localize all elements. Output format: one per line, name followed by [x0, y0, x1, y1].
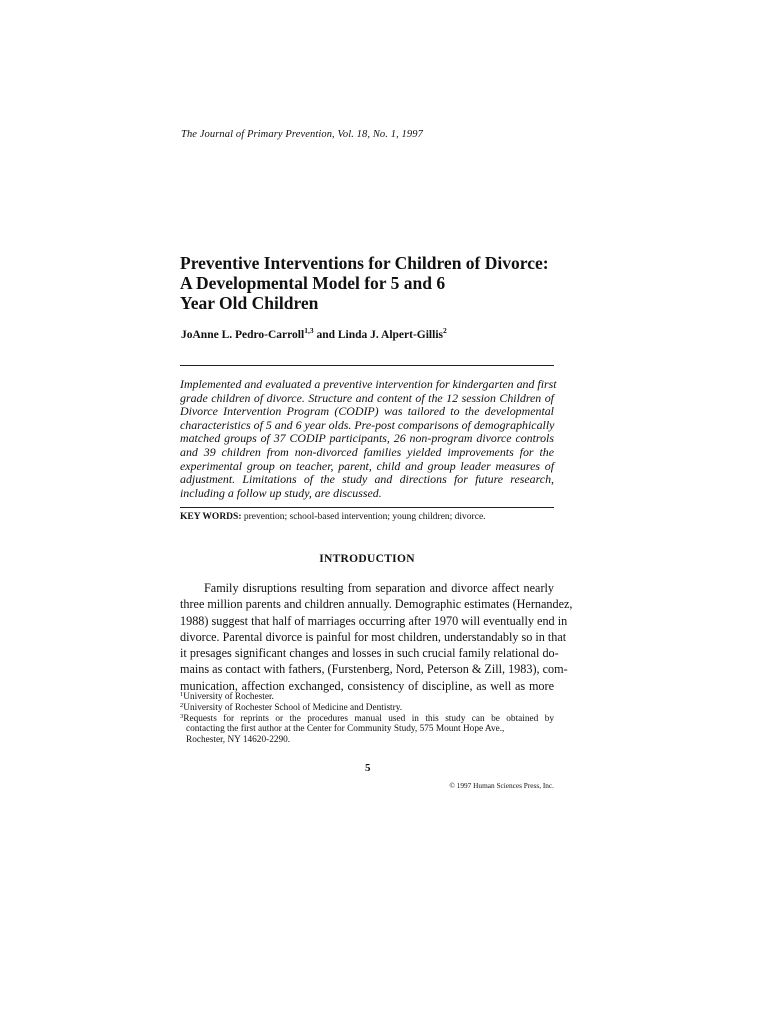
title-line: Year Old Children	[180, 293, 319, 313]
footnote	[180, 692, 554, 703]
footnote	[180, 714, 554, 725]
footnote-text: University of Rochester.	[183, 692, 274, 702]
title-line: A Developmental Model for 5 and 6	[180, 273, 446, 293]
abstract-line: Divorce Intervention Program (CODIP) was tailored to the developmental	[180, 404, 554, 419]
abstract-line: matched groups of 37 CODIP participants, 26 non-program divorce controls	[180, 431, 554, 446]
abstract-line: characteristics of 5 and 6 year olds. Pre-post comparisons of demographically	[180, 417, 555, 432]
footnote-mark: 2	[180, 701, 184, 709]
footnote-mark: 3	[180, 712, 184, 720]
abstract	[180, 377, 557, 500]
abstract-top-rule	[180, 365, 554, 366]
footnotes	[180, 692, 554, 746]
footnote-continuation: contacting the first author at the Center for Community Study, 575 Mount Hope Ave.,	[186, 724, 505, 735]
abstract-bottom-rule	[180, 507, 554, 508]
title-line: Preventive Interventions for Children of Divorce:	[180, 253, 549, 273]
keywords	[180, 512, 486, 522]
body-line: 1988) suggest that half of marriages occurring after 1970 will eventually end in	[180, 613, 568, 628]
journal-header: The Journal of Primary Prevention, Vol. 18, No. 1, 1997	[181, 129, 423, 140]
footnote-text: Requests for reprints or the procedures manual used in this study can be obtained by	[183, 713, 554, 724]
copyright-notice: © 1997 Human Sciences Press, Inc.	[449, 781, 554, 790]
footnote-text: University of Rochester School of Medicine and Dentistry.	[183, 702, 403, 713]
footnote-continuation: Rochester, NY 14620-2290.	[186, 735, 291, 746]
author-affiliation-mark: 1,3	[304, 326, 314, 335]
article-title	[180, 253, 580, 313]
section-heading: INTRODUCTION	[319, 553, 415, 565]
body-line: Family disruptions resulting from separation and divorce affect nearly	[204, 581, 554, 595]
introduction-paragraph	[180, 580, 573, 694]
abstract-line: including a follow up study, are discussed.	[180, 485, 382, 500]
abstract-line: grade children of divorce. Structure and content of the 12 session Children of	[180, 390, 554, 405]
abstract-line: Implemented and evaluated a preventive intervention for kindergarten and first	[180, 377, 557, 391]
footnote-mark: 1	[180, 691, 184, 698]
author-line	[181, 326, 447, 341]
keywords-label: KEY WORDS:	[180, 512, 242, 522]
abstract-line: and 39 children from non-divorced families yielded improvements for the	[180, 444, 554, 459]
abstract-line: experimental group on teacher, parent, child and group leader measures of	[180, 458, 554, 473]
body-line: it presages significant changes and losses in such crucial family relational do-	[180, 646, 559, 661]
body-line: divorce. Parental divorce is painful for most children, understandably so in that	[180, 629, 567, 644]
body-line: munication, affection exchanged, consistency of discipline, as well as more	[180, 678, 554, 693]
author-joiner: and	[313, 329, 338, 341]
page-number: 5	[365, 762, 371, 774]
body-line: mains as contact with fathers, (Furstenberg, Nord, Peterson & Zill, 1983), com-	[180, 662, 568, 677]
footnote	[180, 703, 554, 714]
abstract-line: adjustment. Limitations of the study and directions for future research,	[180, 472, 554, 487]
body-line: three million parents and children annually. Demographic estimates (Hernandez,	[180, 597, 573, 612]
author-name: Linda J. Alpert-Gillis	[337, 329, 443, 341]
author-name: JoAnne L. Pedro-Carroll	[181, 329, 305, 341]
keywords-text: prevention; school-based intervention; young children; divorce.	[241, 512, 486, 522]
author-affiliation-mark: 2	[443, 326, 447, 335]
